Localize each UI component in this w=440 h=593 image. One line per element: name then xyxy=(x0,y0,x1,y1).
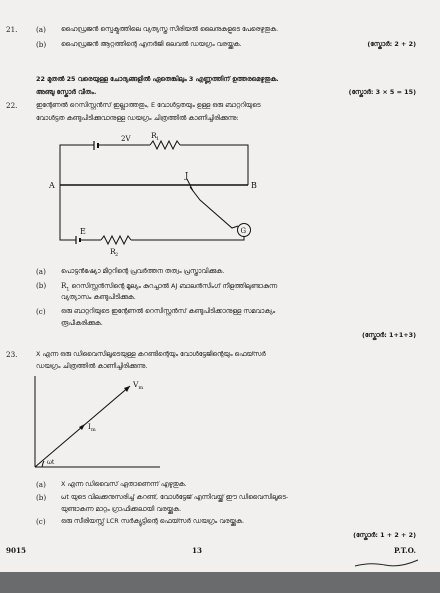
q21a-label: (a) xyxy=(36,25,46,34)
label-im-subscript: m xyxy=(91,427,96,433)
pen-mark xyxy=(355,560,418,566)
q23-marks: (സ്കോർ: 1 + 2 + 2) xyxy=(353,531,416,539)
q21a-text: ഹൈഡ്രജൻ സ്പെക്ട്രത്തിലെ വ്യത്യസ്ത സീരിയൽ ലൈനുകളുടെ പേരെഴുതുക. xyxy=(61,25,279,33)
label-r2: R xyxy=(110,247,116,256)
footer-code: 9015 xyxy=(6,546,27,555)
label-b: B xyxy=(251,181,257,190)
label-g: G xyxy=(240,227,247,235)
q21-marks: (സ്കോർ: 2 + 2) xyxy=(367,40,416,48)
label-im: I xyxy=(88,423,91,431)
section-marks: (സ്കോർ: 3 × 5 = 15) xyxy=(348,88,416,96)
q21-number: 21. xyxy=(6,25,18,34)
q22c-label: (c) xyxy=(36,307,46,316)
q22c-text-2: രൂപീകരിക്കുക. xyxy=(61,319,103,327)
q21b-text: ഹൈഡ്രജൻ ആറ്റത്തിന്റെ എനർജി ലെവൽ ഡയഗ്രം വരയ്ക്കുക. xyxy=(61,40,242,48)
q22-number: 22. xyxy=(6,101,18,110)
q22b-r-subscript: 1 xyxy=(66,287,70,293)
q23c-text: ഒരു സീരിയസ്സ് LCR സർക്യൂട്ടിന്റെ ഫെയ്സർ ഡയഗ്രം വരയ്ക്കുക. xyxy=(61,517,245,525)
q23b-text-2: യുണ്ടാകുന്ന മാറ്റം ഗ്രാഫിക്കലായി വരയ്ക്കുക. xyxy=(61,505,182,513)
q23c-label: (c) xyxy=(36,517,46,526)
q23a-label: (a) xyxy=(36,480,46,489)
label-r2-subscript: 2 xyxy=(115,252,119,258)
scan-edge xyxy=(0,572,440,593)
q22b-r: R xyxy=(61,281,67,290)
q23b-label: (b) xyxy=(36,493,47,502)
q22a-text: പൊട്ടൻഷ്യോ മീറ്ററിന്റെ പ്രവർത്തന തത്വം പ്രസ്താവിക്കുക. xyxy=(61,267,225,275)
label-r1-subscript: 1 xyxy=(156,136,160,142)
label-r1: R xyxy=(151,131,157,140)
q23-stem-2: ഡയഗ്രം ചിത്രത്തിൽ കാണിച്ചിരിക്കുന്നു. xyxy=(36,362,148,370)
label-2v: 2V xyxy=(121,135,131,143)
footer-pto: P.T.O. xyxy=(394,546,416,555)
q23b-text-1: ωt യുടെ വിലക്കനുസരിച്ച് കറണ്ട്, വോൾട്ടേജ് എന്നിവയ്ക്ക് ഈ ഡിവൈസിലൂടെ- xyxy=(61,493,289,501)
q23-number: 23. xyxy=(6,350,18,359)
section-instruction-1: 22 മുതൽ 25 വരെയുള്ള ചോദ്യങ്ങളിൽ ഏതെങ്കിലും 3 എണ്ണത്തിന് ഉത്തരമെഴുതുക. xyxy=(36,75,279,83)
q23a-text: X എന്ന ഡിവൈസ് ഏതാണെന്ന് എഴുതുക. xyxy=(61,480,187,488)
q22a-label: (a) xyxy=(36,267,46,276)
q22c-text-1: ഒരു ബാറ്ററിയുടെ ഇന്റേണൽ റെസിസ്റ്റൻസ് കണ്ടുപിടിക്കാനുള്ള സമവാക്യം xyxy=(61,307,276,315)
q22-stem-1: ഇന്റേണൽ റെസിസ്റ്റൻസ് ഇല്ലാത്തതും, E വോൾട്ടതയും ഉള്ള ഒരു ബാറ്ററിയുടെ xyxy=(36,101,261,109)
q22-stem-2: വോൾട്ടത കണ്ടുപിടിക്കുവാനുള്ള ഡയഗ്രം ചിത്രത്തിൽ കാണിച്ചിരിക്കുന്നു: xyxy=(36,114,239,122)
q21b-label: (b) xyxy=(36,40,47,49)
label-j: J xyxy=(185,171,189,180)
label-vm: V xyxy=(133,380,139,389)
q22-marks: (സ്കോർ: 1+1+3) xyxy=(362,331,416,339)
q22b-label: (b) xyxy=(36,281,47,290)
footer-page-number: 13 xyxy=(192,546,203,555)
q23-stem-1: X എന്ന ഒരു ഡിവൈസിലൂടെയുള്ള കറണ്ടിന്റെയും വോൾട്ടേജിന്റെയും ഫെയ്സർ xyxy=(36,350,266,358)
label-vm-subscript: m xyxy=(138,385,144,391)
label-wt: ωt xyxy=(47,459,55,466)
label-a: A xyxy=(49,181,55,190)
q22b-text-cont: വ്യത്യാസം കണ്ടുപിടിക്കുക. xyxy=(61,293,136,301)
q22b-text-main: റെസിസ്റ്റൻസിന്റെ മൂല്യം കുറച്ചാൽ AJ ബാലൻസിംഗ് നീളത്തിലുണ്ടാകുന്ന xyxy=(71,282,278,290)
section-instruction-2: അഞ്ചു സ്കോർ വീതം. xyxy=(36,88,97,96)
label-e: E xyxy=(80,227,86,236)
